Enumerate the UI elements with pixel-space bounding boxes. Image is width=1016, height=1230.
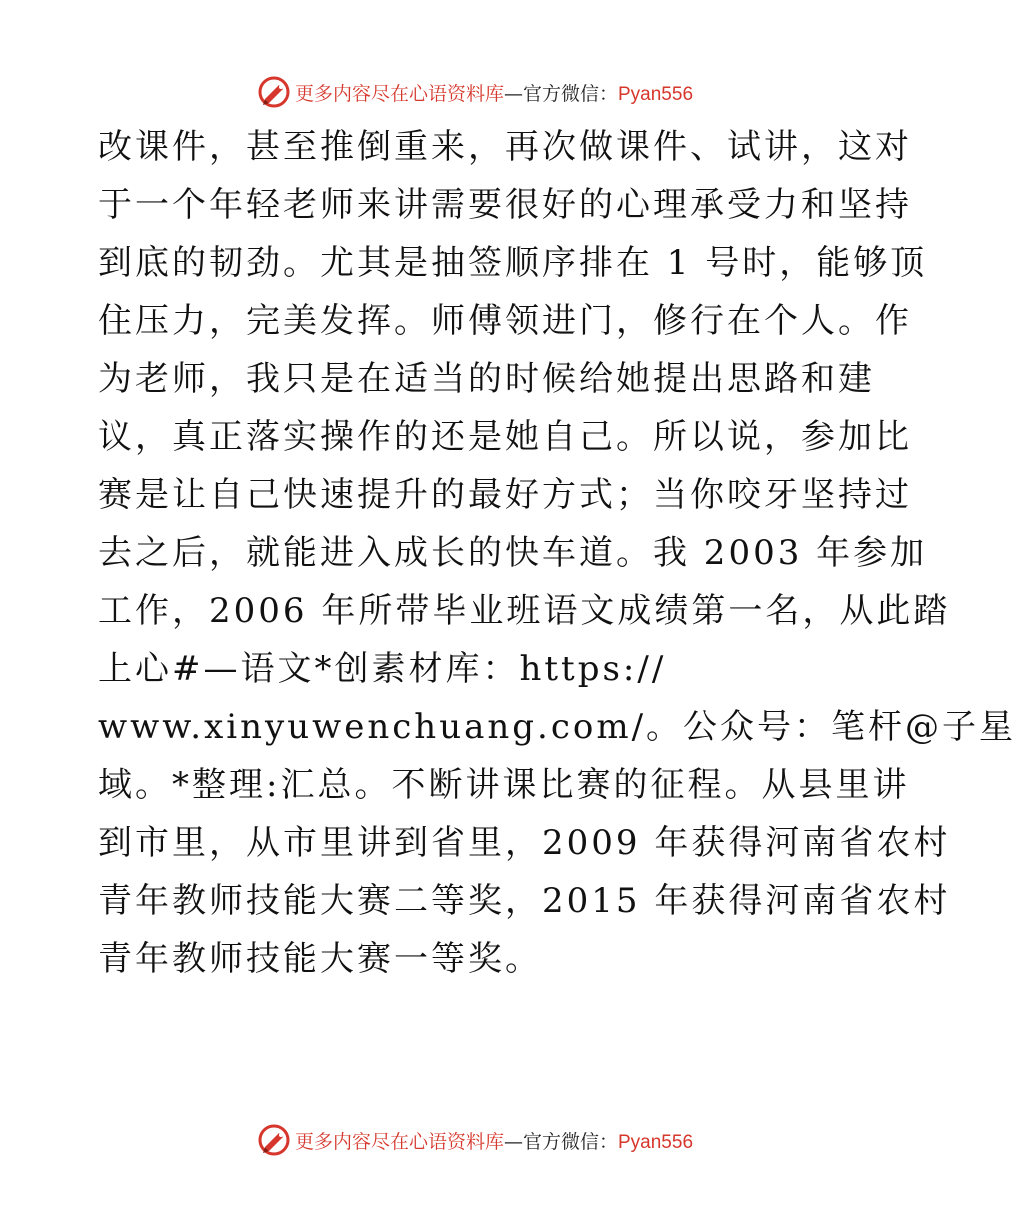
footer-separator: — xyxy=(503,1130,523,1153)
pen-nib-logo-icon xyxy=(257,1123,291,1157)
header-site-text: 更多内容尽在心语资料库 xyxy=(294,82,504,105)
body-line: 去之后，就能进入成长的快车道。我 2003 年参加 xyxy=(98,533,928,573)
body-line: 于一个年轻老师来讲需要很好的心理承受力和坚持 xyxy=(98,185,912,225)
body-line: 赛是让自己快速提升的最好方式；当你咬牙坚持过 xyxy=(98,475,912,515)
body-line: 住压力，完美发挥。师傅领进门，修行在个人。作 xyxy=(98,301,912,341)
header-wechat-id: Pyan556 xyxy=(618,83,694,105)
header-separator: — xyxy=(503,82,523,105)
footer-wechat-id: Pyan556 xyxy=(618,1131,694,1153)
header-banner xyxy=(0,72,950,112)
body-line: 改课件，甚至推倒重来，再次做课件、试讲，这对 xyxy=(98,127,912,167)
body-line: 到底的韧劲。尤其是抽签顺序排在 1 号时，能够顶 xyxy=(98,243,928,283)
body-line: 议，真正落实操作的还是她自己。所以说，参加比 xyxy=(98,417,912,457)
footer-banner-text xyxy=(295,1127,693,1154)
header-banner-text xyxy=(295,79,693,106)
footer-banner xyxy=(0,1120,950,1160)
footer-site-text: 更多内容尽在心语资料库 xyxy=(294,1130,504,1153)
body-line: 为老师，我只是在适当的时候给她提出思路和建 xyxy=(98,359,875,399)
footer-wechat-label: 官方微信： xyxy=(522,1130,618,1153)
body-line: 上心#—语文*创素材库：https:// xyxy=(98,649,667,689)
body-line: 工作，2006 年所带毕业班语文成绩第一名，从此踏 xyxy=(98,591,951,631)
body-line: 域。*整理:汇总。不断讲课比赛的征程。从县里讲 xyxy=(98,765,910,805)
pen-nib-logo-icon xyxy=(257,75,291,109)
body-line: 到市里，从市里讲到省里，2009 年获得河南省农村 xyxy=(98,823,951,863)
body-line: 青年教师技能大赛一等奖。 xyxy=(98,939,542,979)
body-line: 青年教师技能大赛二等奖，2015 年获得河南省农村 xyxy=(98,881,951,921)
document-body xyxy=(98,118,1016,988)
body-line: www.xinyuwenchuang.com/。公众号：笔杆@子星 xyxy=(98,707,1016,747)
header-wechat-label: 官方微信： xyxy=(522,82,618,105)
